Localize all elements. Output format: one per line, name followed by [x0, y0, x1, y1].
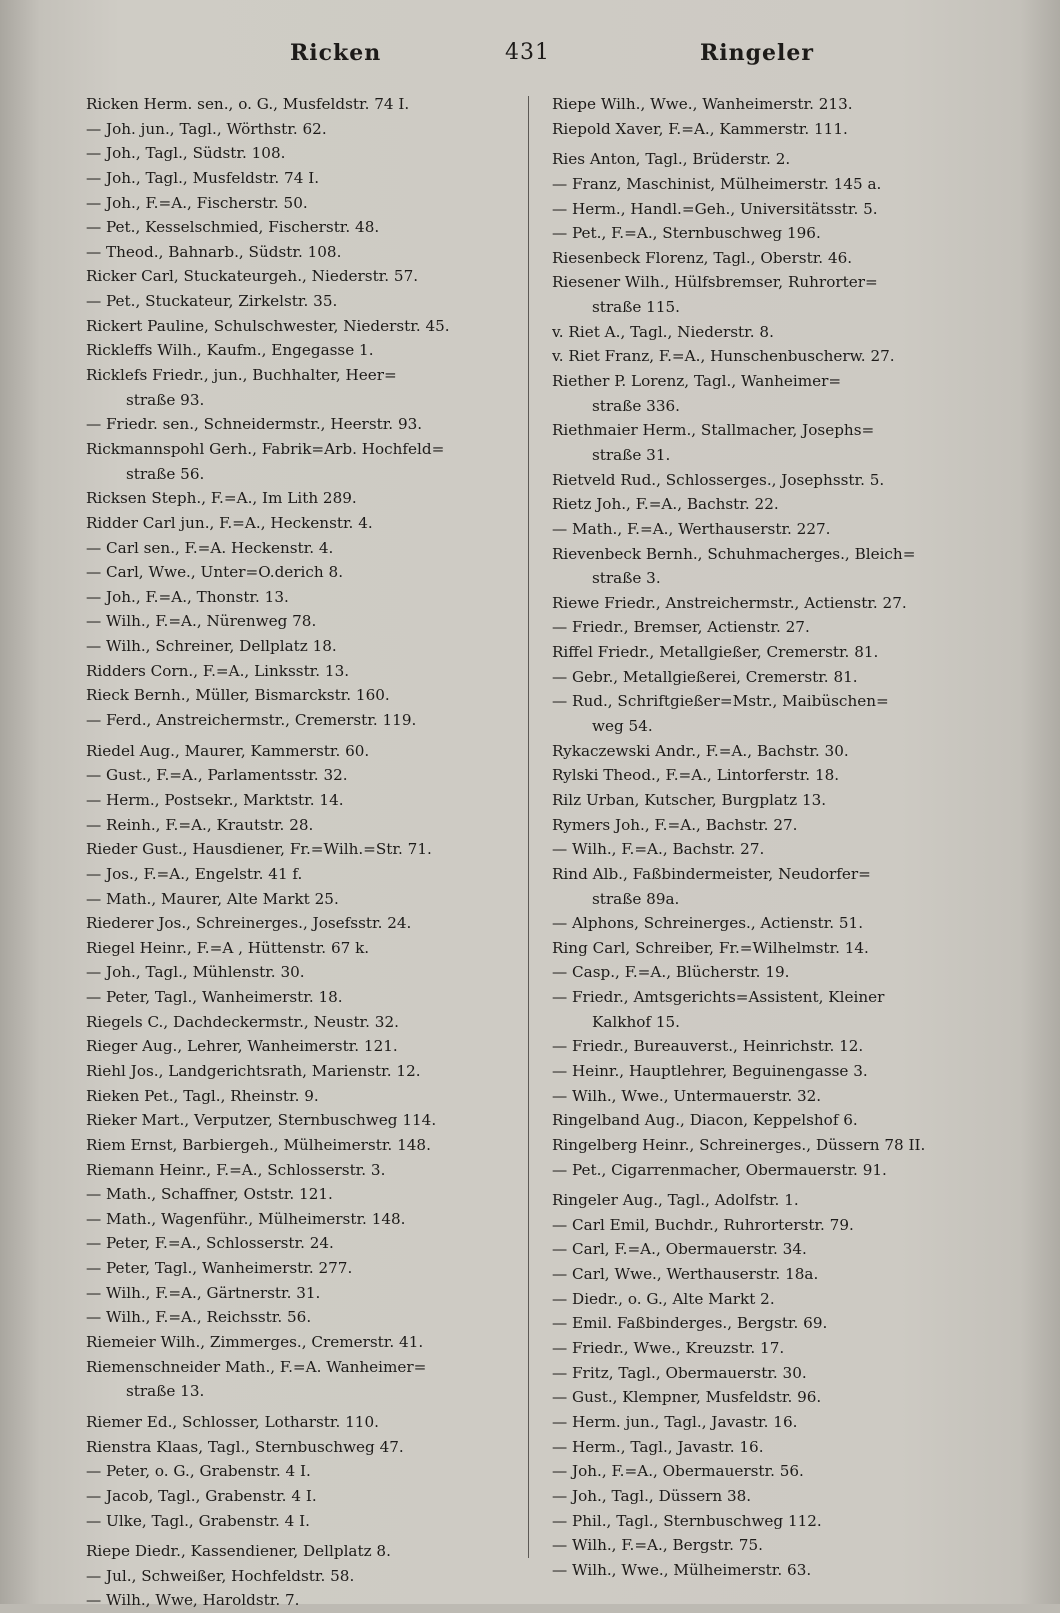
header-left-keyword: Ricken [290, 40, 382, 66]
directory-entry-line: — Gust., Klempner, Musfeldstr. 96. [552, 1388, 822, 1407]
directory-entry-line: — Diedr., o. G., Alte Markt 2. [552, 1289, 775, 1308]
directory-entry-line: — Math., Wagenführ., Mülheimerstr. 148. [86, 1209, 406, 1228]
directory-entry-line: — Pet., F.=A., Sternbuschweg 196. [552, 224, 821, 243]
directory-entry-line: — Herm., Postsekr., Marktstr. 14. [86, 790, 344, 809]
directory-entry-line: Riemann Heinr., F.=A., Schlosserstr. 3. [86, 1160, 386, 1179]
directory-entry-line: Riehl Jos., Landgerichtsrath, Marienstr. 12. [86, 1061, 421, 1080]
header-right-keyword: Ringeler [700, 40, 814, 66]
directory-entry-line: — Wilh., F.=A., Bergstr. 75. [552, 1536, 763, 1555]
directory-entry-line: — Gust., F.=A., Parlamentsstr. 32. [86, 766, 348, 785]
directory-entry-line: Rykaczewski Andr., F.=A., Bachstr. 30. [552, 741, 849, 760]
directory-entry-line: straße 56. [126, 464, 205, 483]
directory-entry-line: straße 93. [126, 390, 205, 409]
directory-entry-line: — Gebr., Metallgießerei, Cremerstr. 81. [552, 667, 858, 686]
directory-entry-line: — Carl, Wwe., Unter=O.derich 8. [86, 563, 344, 582]
directory-entry-line: v. Riet Franz, F.=A., Hunschenbuscherw. 27. [552, 347, 895, 366]
directory-entry-line: Ridders Corn., F.=A., Linksstr. 13. [86, 661, 350, 680]
directory-entry-line: — Joh., F.=A., Obermauerstr. 56. [552, 1462, 804, 1481]
directory-entry-line: Riepe Diedr., Kassendiener, Dellplatz 8. [86, 1542, 391, 1561]
directory-entry-line: — Emil. Faßbinderges., Bergstr. 69. [552, 1314, 828, 1333]
directory-entry-line: — Fritz, Tagl., Obermauerstr. 30. [552, 1363, 807, 1382]
directory-entry-line: — Herm. jun., Tagl., Javastr. 16. [552, 1412, 798, 1431]
directory-entry-line: — Carl, Wwe., Werthauserstr. 18a. [552, 1265, 819, 1284]
directory-entry-line: straße 3. [592, 569, 661, 588]
directory-entry-line: — Rud., Schriftgießer=Mstr., Maibüschen= [552, 692, 889, 711]
directory-entry-line: — Joh., Tagl., Mühlenstr. 30. [86, 963, 305, 982]
directory-entry-line: Ricken Herm. sen., o. G., Musfeldstr. 74 I. [86, 95, 410, 113]
directory-entry-line: Riepold Xaver, F.=A., Kammerstr. 111. [552, 119, 848, 138]
directory-entry-line: — Joh. jun., Tagl., Wörthstr. 62. [86, 119, 327, 138]
directory-entry-line: — Alphons, Schreinerges., Actienstr. 51. [552, 914, 864, 933]
directory-entry-line: straße 89a. [592, 889, 680, 908]
directory-entry-line: Riesenbeck Florenz, Tagl., Oberstr. 46. [552, 248, 853, 267]
directory-entry-line: — Wilh., F.=A., Bachstr. 27. [552, 840, 765, 859]
directory-entry-line: Rietveld Rud., Schlosserges., Josephsstr. 5. [552, 470, 885, 489]
directory-entry-line: Riemer Ed., Schlosser, Lotharstr. 110. [86, 1412, 379, 1431]
directory-entry-line: Ricksen Steph., F.=A., Im Lith 289. [86, 489, 357, 508]
directory-entry-line: — Phil., Tagl., Sternbuschweg 112. [552, 1511, 822, 1530]
directory-entry-line: — Friedr., Bureauverst., Heinrichstr. 12. [552, 1037, 864, 1056]
directory-entry-line: Rietz Joh., F.=A., Bachstr. 22. [552, 495, 779, 514]
directory-entry-line: Rickleffs Wilh., Kaufm., Engegasse 1. [86, 341, 374, 360]
directory-entry-line: — Wilh., F.=A., Reichsstr. 56. [86, 1308, 312, 1327]
directory-entry-line: — Peter, F.=A., Schlosserstr. 24. [86, 1234, 334, 1253]
directory-entry-line: Rind Alb., Faßbindermeister, Neudorfer= [552, 864, 871, 883]
directory-entry-line: — Peter, Tagl., Wanheimerstr. 277. [86, 1259, 353, 1278]
right-column [552, 92, 1007, 1582]
directory-entry-line: Ridder Carl jun., F.=A., Heckenstr. 4. [86, 513, 373, 532]
directory-entry-line: Ringelberg Heinr., Schreinerges., Düssern 78 II. [552, 1135, 926, 1154]
directory-entry-line: — Carl, F.=A., Obermauerstr. 34. [552, 1240, 807, 1259]
directory-entry-line: — Wilh., Wwe., Mülheimerstr. 63. [552, 1560, 812, 1579]
directory-entry-line: Riederer Jos., Schreinerges., Josefsstr. 24. [86, 914, 412, 933]
left-column [86, 92, 541, 1613]
directory-entry-line: Riffel Friedr., Metallgießer, Cremerstr. 81. [552, 643, 879, 662]
directory-entry-line: — Math., Schaffner, Oststr. 121. [86, 1185, 333, 1204]
directory-entry-line: Ring Carl, Schreiber, Fr.=Wilhelmstr. 14. [552, 938, 869, 957]
directory-entry-line: weg 54. [592, 717, 653, 736]
directory-entry-line: — Joh., Tagl., Südstr. 108. [86, 144, 286, 163]
directory-entry-line: — Math., Maurer, Alte Markt 25. [86, 889, 339, 908]
directory-entry-line: — Herm., Handl.=Geh., Universitätsstr. 5. [552, 199, 878, 218]
directory-entry-line: — Reinh., F.=A., Krautstr. 28. [86, 815, 314, 834]
directory-entry-line: Riepe Wilh., Wwe., Wanheimerstr. 213. [552, 95, 853, 113]
directory-entry-line: Rickmannspohl Gerh., Fabrik=Arb. Hochfeld= [86, 439, 445, 458]
directory-entry-line: v. Riet A., Tagl., Niederstr. 8. [552, 322, 774, 341]
directory-entry-line: Riedel Aug., Maurer, Kammerstr. 60. [86, 741, 370, 760]
page-header [0, 40, 1060, 80]
directory-entry-line: Rieger Aug., Lehrer, Wanheimerstr. 121. [86, 1037, 398, 1056]
directory-entry-line: — Friedr. sen., Schneidermstr., Heerstr. 93. [86, 415, 423, 434]
directory-entry-line: Rienstra Klaas, Tagl., Sternbuschweg 47. [86, 1437, 404, 1456]
directory-entry-line: — Jul., Schweißer, Hochfeldstr. 58. [86, 1566, 355, 1585]
directory-entry-line: Riemenschneider Math., F.=A. Wanheimer= [86, 1357, 427, 1376]
directory-entry-line: Rieck Bernh., Müller, Bismarckstr. 160. [86, 686, 390, 705]
directory-entry-line: Riether P. Lorenz, Tagl., Wanheimer= [552, 372, 842, 391]
directory-entry-line: Riemeier Wilh., Zimmerges., Cremerstr. 41. [86, 1333, 424, 1352]
directory-entry-line: — Jacob, Tagl., Grabenstr. 4 I. [86, 1486, 317, 1505]
directory-entry-line: Riegels C., Dachdeckermstr., Neustr. 32. [86, 1012, 399, 1031]
directory-entry-line: Rymers Joh., F.=A., Bachstr. 27. [552, 815, 798, 834]
directory-entry-line: — Wilh., F.=A., Gärtnerstr. 31. [86, 1283, 321, 1302]
directory-entry-line: — Franz, Maschinist, Mülheimerstr. 145 a. [552, 174, 882, 193]
directory-entry-line: — Wilh., F.=A., Nürenweg 78. [86, 612, 317, 631]
directory-entry-line: — Wilh., Wwe, Haroldstr. 7. [86, 1591, 300, 1610]
directory-entry-line: Riethmaier Herm., Stallmacher, Josephs= [552, 421, 875, 440]
directory-entry-line: — Joh., Tagl., Musfeldstr. 74 I. [86, 168, 320, 187]
directory-entry-line: — Ferd., Anstreichermstr., Cremerstr. 119. [86, 711, 417, 730]
directory-entry-line: Ricklefs Friedr., jun., Buchhalter, Heer= [86, 366, 397, 385]
directory-entry-line: — Joh., Tagl., Düssern 38. [552, 1486, 752, 1505]
directory-entry-line: — Math., F.=A., Werthauserstr. 227. [552, 519, 831, 538]
directory-entry-line: Ricker Carl, Stuckateurgeh., Niederstr. 57. [86, 267, 419, 286]
directory-entry-line: Rievenbeck Bernh., Schuhmacherges., Bleich= [552, 544, 916, 563]
directory-entry-line: Riem Ernst, Barbiergeh., Mülheimerstr. 148. [86, 1135, 431, 1154]
directory-entry-line: — Heinr., Hauptlehrer, Beguinengasse 3. [552, 1061, 868, 1080]
directory-entry-line: — Pet., Stuckateur, Zirkelstr. 35. [86, 292, 338, 311]
directory-entry-line: — Casp., F.=A., Blücherstr. 19. [552, 963, 790, 982]
directory-entry-line: Rieker Mart., Verputzer, Sternbuschweg 114. [86, 1111, 437, 1130]
directory-entry-line: — Theod., Bahnarb., Südstr. 108. [86, 242, 342, 261]
directory-entry-line: Riewe Friedr., Anstreichermstr., Actienstr. 27. [552, 593, 907, 612]
directory-entry-line: — Herm., Tagl., Javastr. 16. [552, 1437, 764, 1456]
directory-entry-line: — Carl sen., F.=A. Heckenstr. 4. [86, 538, 334, 557]
page-number: 431 [505, 40, 550, 65]
directory-entry-line: straße 336. [592, 396, 680, 415]
directory-entry-line: — Wilh., Schreiner, Dellplatz 18. [86, 637, 337, 656]
directory-entry-line: Rieken Pet., Tagl., Rheinstr. 9. [86, 1086, 319, 1105]
directory-entry-line: Rickert Pauline, Schulschwester, Niederstr. 45. [86, 316, 450, 335]
directory-entry-line: Ringelband Aug., Diacon, Keppelshof 6. [552, 1111, 858, 1130]
directory-entry-line: — Jos., F.=A., Engelstr. 41 f. [86, 864, 303, 883]
directory-entry-line: Ries Anton, Tagl., Brüderstr. 2. [552, 150, 791, 169]
directory-entry-line: — Carl Emil, Buchdr., Ruhrorterstr. 79. [552, 1215, 854, 1234]
directory-entry-line: — Friedr., Amtsgerichts=Assistent, Kleiner [552, 988, 885, 1007]
directory-entry-line: — Peter, o. G., Grabenstr. 4 I. [86, 1462, 311, 1481]
directory-entry-line: Rilz Urban, Kutscher, Burgplatz 13. [552, 790, 827, 809]
directory-entry-line: — Friedr., Bremser, Actienstr. 27. [552, 618, 810, 637]
directory-entry-line: — Pet., Cigarrenmacher, Obermauerstr. 91. [552, 1160, 887, 1179]
directory-entry-line: — Wilh., Wwe., Untermauerstr. 32. [552, 1086, 822, 1105]
directory-entry-line: — Joh., F.=A., Fischerstr. 50. [86, 193, 308, 212]
directory-entry-line: straße 115. [592, 298, 680, 317]
directory-entry-line: — Joh., F.=A., Thonstr. 13. [86, 587, 289, 606]
directory-entry-line: Ringeler Aug., Tagl., Adolfstr. 1. [552, 1191, 799, 1210]
directory-entry-line: straße 13. [126, 1382, 205, 1401]
directory-entry-line: Rieder Gust., Hausdiener, Fr.=Wilh.=Str. 71. [86, 840, 432, 859]
directory-entry-line: — Peter, Tagl., Wanheimerstr. 18. [86, 988, 343, 1007]
directory-entry-line: straße 31. [592, 445, 671, 464]
directory-entry-line: — Ulke, Tagl., Grabenstr. 4 I. [86, 1511, 310, 1530]
directory-entry-line: — Pet., Kesselschmied, Fischerstr. 48. [86, 218, 380, 237]
directory-entry-line: Kalkhof 15. [592, 1012, 680, 1031]
directory-entry-line: Riegel Heinr., F.=A , Hüttenstr. 67 k. [86, 938, 370, 957]
directory-entry-line: Riesener Wilh., Hülfsbremser, Ruhrorter= [552, 273, 878, 292]
directory-entry-line: — Friedr., Wwe., Kreuzstr. 17. [552, 1339, 785, 1358]
directory-entry-line: Rylski Theod., F.=A., Lintorferstr. 18. [552, 766, 840, 785]
